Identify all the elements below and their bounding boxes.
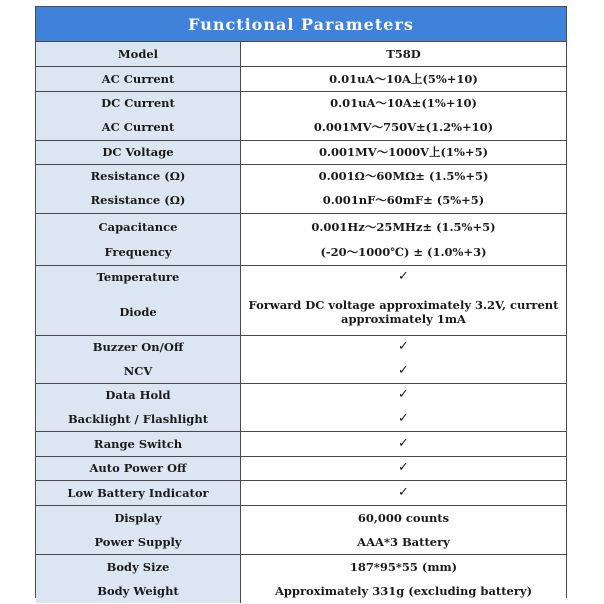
parameter-label: Body Weight	[36, 579, 241, 603]
parameter-label: Frequency	[36, 240, 241, 265]
parameter-label: Backlight / Flashlight	[36, 407, 241, 431]
parameter-label: Body Size	[36, 554, 241, 579]
parameter-value: 0.001Hz～25MHz± (1.5%+5)	[241, 213, 567, 240]
table-row	[36, 431, 566, 456]
parameter-value: 187*95*55 (mm)	[241, 554, 567, 579]
table-row	[36, 579, 566, 603]
parameter-label: Data Hold	[36, 383, 241, 407]
parameters-table	[36, 42, 566, 603]
table-row	[36, 91, 566, 115]
checkmark-icon: ✓	[241, 359, 567, 383]
table-row	[36, 188, 566, 213]
parameter-value: T58D	[241, 42, 567, 66]
parameter-value: 0.001nF～60mF± (5%+5)	[241, 188, 567, 213]
parameter-label: Buzzer On/Off	[36, 335, 241, 359]
parameter-label: DC Current	[36, 91, 241, 115]
parameter-label: Capacitance	[36, 213, 241, 240]
checkmark-icon: ✓	[241, 456, 567, 480]
parameter-value: (-20～1000℃) ± (1.0%+3)	[241, 240, 567, 265]
table-row	[36, 240, 566, 265]
table-row	[36, 480, 566, 505]
parameter-label: Power Supply	[36, 530, 241, 554]
table-row	[36, 383, 566, 407]
table-row	[36, 42, 566, 66]
parameter-value: 0.001MV～750V±(1.2%+10)	[241, 115, 567, 140]
parameter-label: NCV	[36, 359, 241, 383]
parameters-rows	[36, 42, 566, 603]
parameter-value: AAA*3 Battery	[241, 530, 567, 554]
checkmark-icon: ✓	[241, 431, 567, 456]
parameter-value: 0.01uA～10A上(5%+10)	[241, 66, 567, 91]
checkmark-icon: ✓	[241, 407, 567, 431]
parameter-label: Temperature	[36, 265, 241, 289]
table-row	[36, 289, 566, 335]
checkmark-icon: ✓	[241, 480, 567, 505]
checkmark-icon: ✓	[241, 265, 567, 289]
checkmark-icon: ✓	[241, 335, 567, 359]
parameters-sheet	[35, 6, 567, 598]
parameter-label: AC Current	[36, 66, 241, 91]
table-row	[36, 265, 566, 289]
parameter-value: 0.001Ω～60MΩ± (1.5%+5)	[241, 164, 567, 188]
parameter-label: Resistance (Ω)	[36, 188, 241, 213]
table-row	[36, 530, 566, 554]
table-row	[36, 335, 566, 359]
parameter-value: Approximately 331g (excluding battery)	[241, 579, 567, 603]
checkmark-icon: ✓	[241, 383, 567, 407]
table-row	[36, 164, 566, 188]
parameter-value: 0.001MV～1000V上(1%+5)	[241, 140, 567, 164]
parameter-label: AC Current	[36, 115, 241, 140]
table-row	[36, 213, 566, 240]
parameter-label: Auto Power Off	[36, 456, 241, 480]
parameter-label: Low Battery Indicator	[36, 480, 241, 505]
parameter-label: Model	[36, 42, 241, 66]
parameter-value: 0.01uA～10A±(1%+10)	[241, 91, 567, 115]
table-row	[36, 407, 566, 431]
table-row	[36, 456, 566, 480]
table-row	[36, 115, 566, 140]
parameter-label: Range Switch	[36, 431, 241, 456]
table-row	[36, 554, 566, 579]
table-title: Functional Parameters	[36, 7, 566, 42]
parameter-label: Resistance (Ω)	[36, 164, 241, 188]
table-row	[36, 66, 566, 91]
table-row	[36, 359, 566, 383]
parameter-label: Diode	[36, 289, 241, 335]
table-row	[36, 140, 566, 164]
parameter-value: 60,000 counts	[241, 505, 567, 530]
parameter-label: Display	[36, 505, 241, 530]
parameter-value: Forward DC voltage approximately 3.2V, current approximately 1mA	[241, 289, 567, 335]
parameter-label: DC Voltage	[36, 140, 241, 164]
table-row	[36, 505, 566, 530]
